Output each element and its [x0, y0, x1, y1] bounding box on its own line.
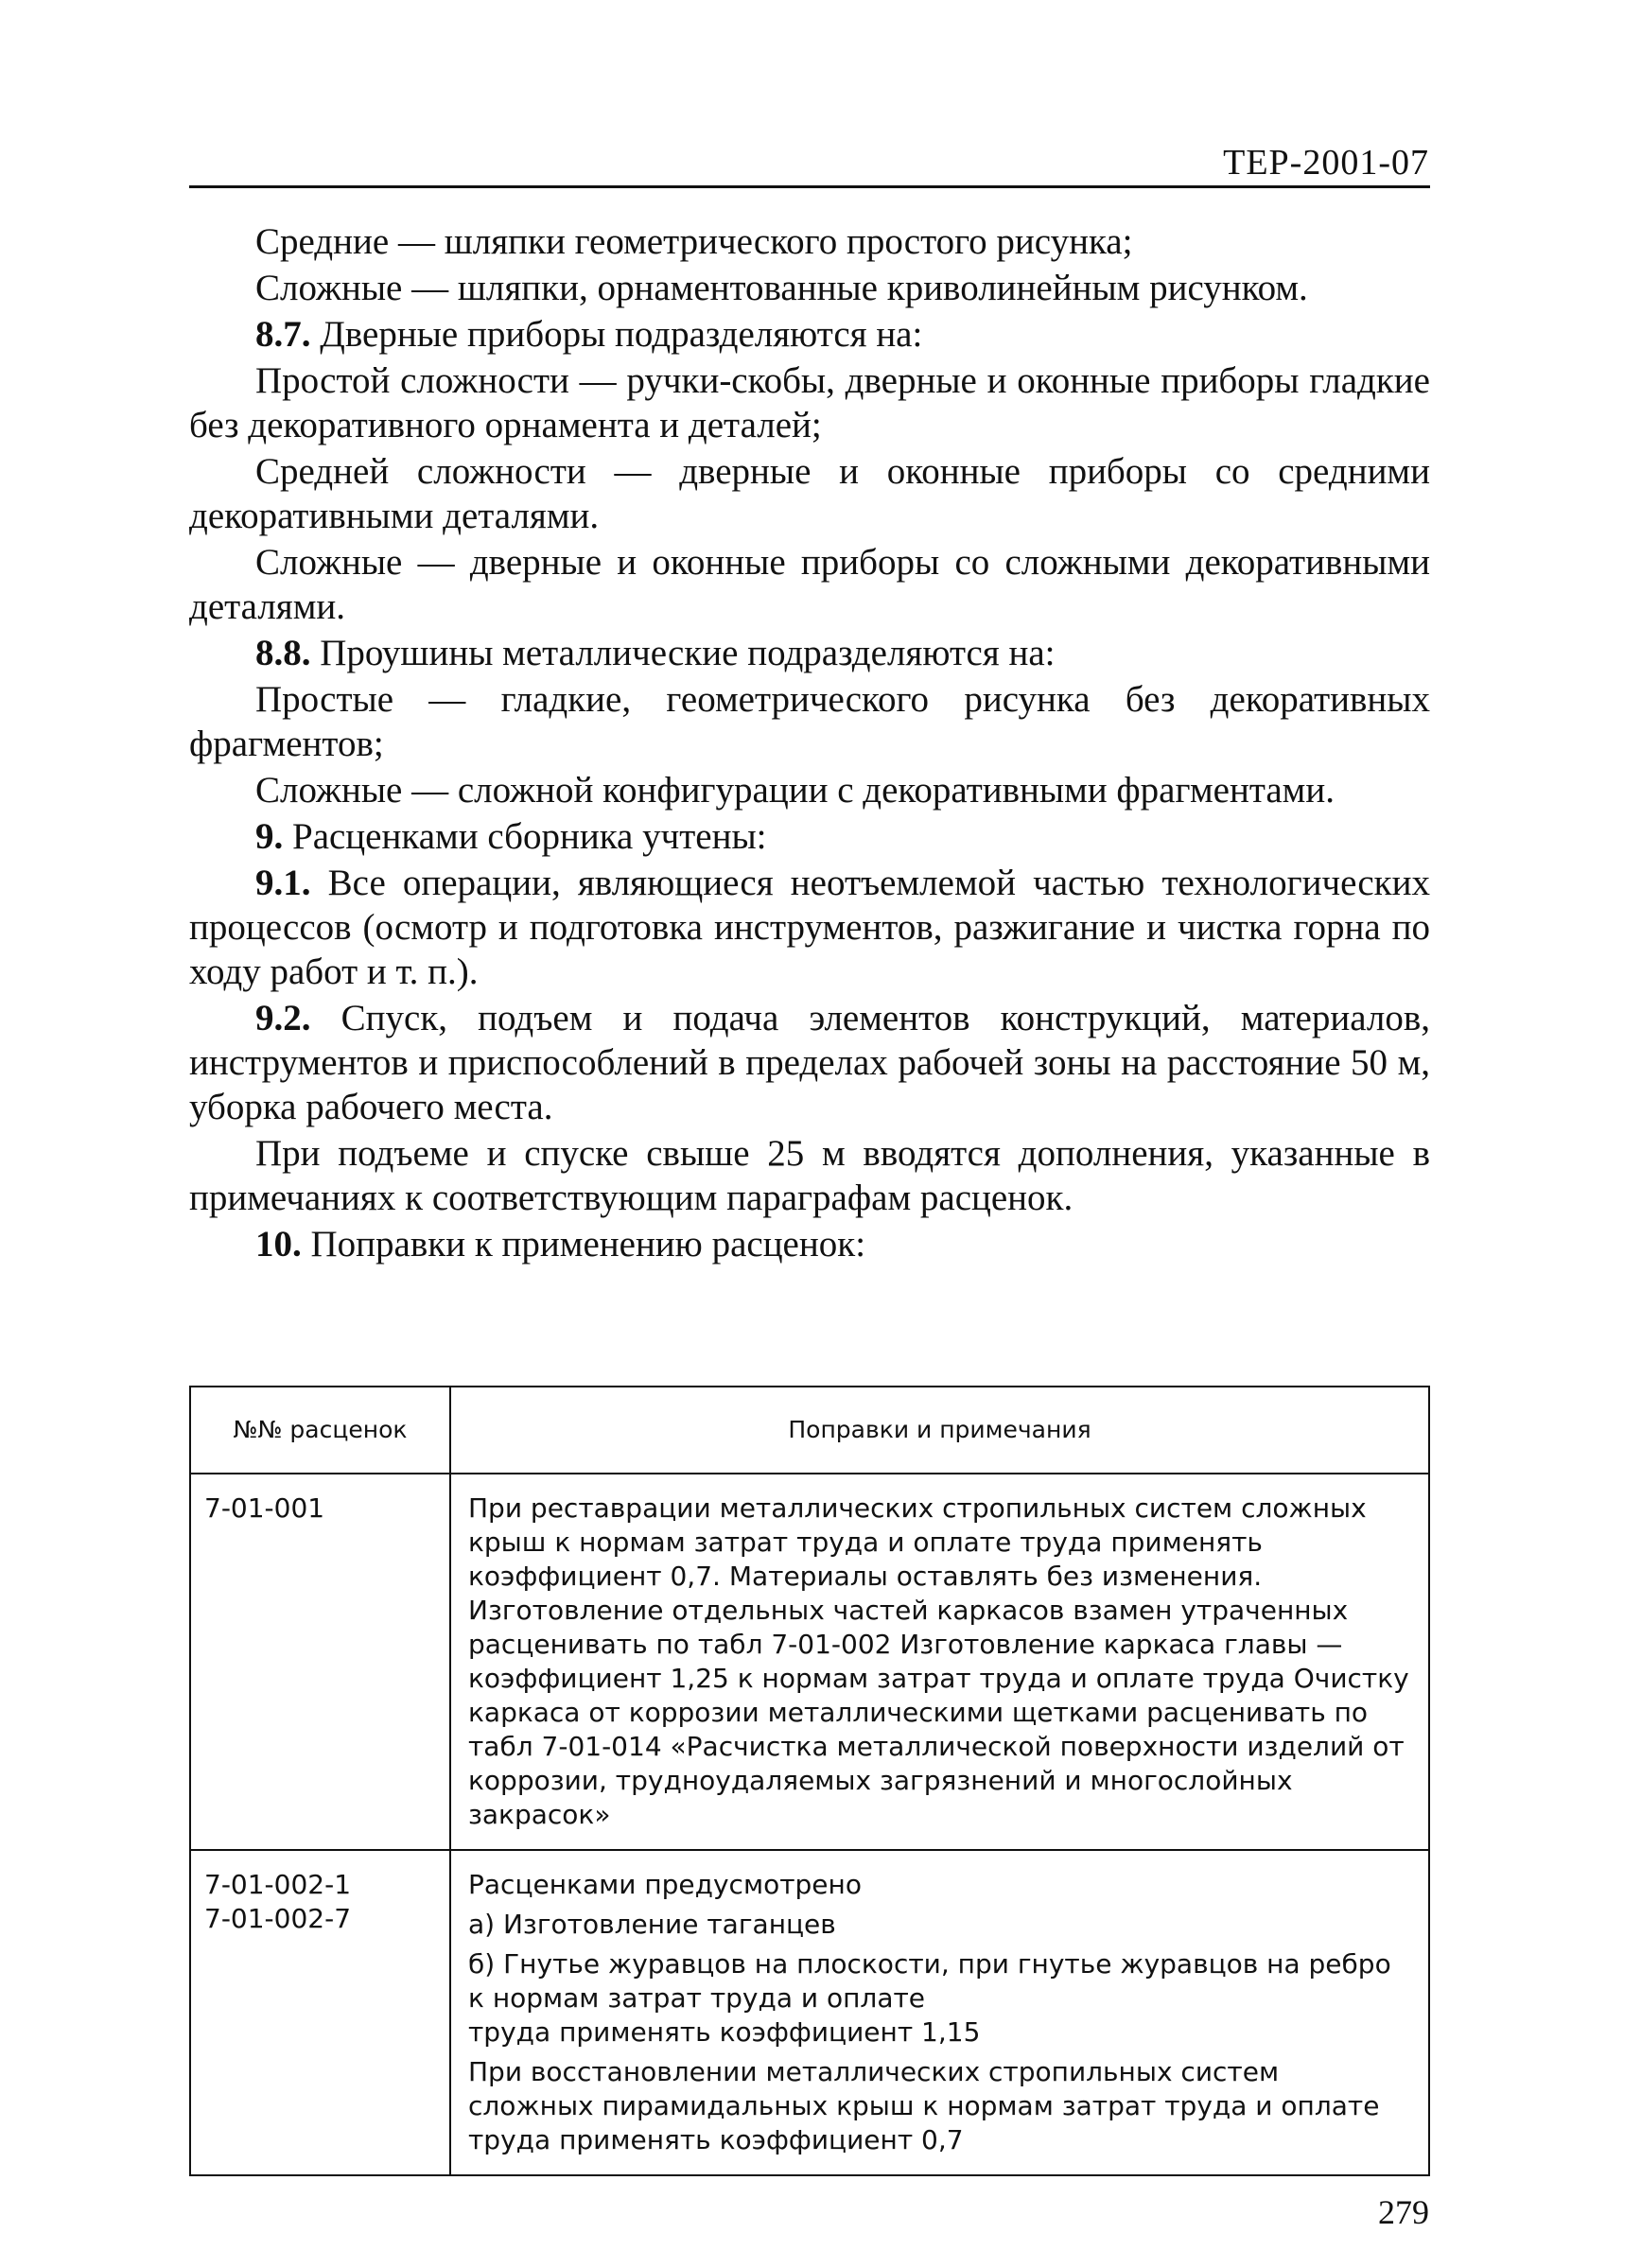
rate-code: 7-01-002-1 [204, 1869, 352, 1900]
paragraph [189, 540, 1430, 629]
paragraph-text: Расценками сборника учтены: [292, 816, 767, 857]
paragraph-text: Сложные — дверные и оконные приборы со сложными декоративными деталями. [189, 542, 1430, 627]
note-text: При реставрации металлических стропильных систем сложных крыш к нормам затрат труда и оплате труда применять коэффициент 0,7. Материалы оставлять без изменения. [468, 1492, 1367, 1592]
paragraph-text: Сложные — шляпки, орнаментованные криволинейным рисунком. [255, 268, 1308, 308]
paragraph-number: 10. [255, 1224, 302, 1265]
paragraph-text: Проушины металлические подразделяются на: [320, 633, 1056, 673]
paragraph [189, 814, 1430, 859]
header-divider [189, 185, 1430, 188]
paragraph-number: 9.2. [255, 998, 311, 1038]
paragraph-text: Средней сложности — дверные и оконные приборы со средними декоративными деталями. [189, 451, 1430, 536]
paragraph [189, 1131, 1430, 1220]
paragraph [189, 358, 1430, 447]
note-text: Изготовление отдельных частей каркасов взамен утраченных расценивать по табл 7-01-002 Изготовление каркаса главы — коэффициент 1,25 к нормам затрат труда и оплате труда Очистку каркаса от коррозии металлическими щетками расценивать по табл 7-01-014 «Расчистка металлической поверхности изделий от коррозии, трудноудаляемых загрязнений и многослойных закрасок» [468, 1595, 1409, 1830]
note-text: б) Гнутье журавцов на плоскости, при гнутье журавцов на ребро к нормам затрат труда и оплате [468, 1948, 1391, 2014]
note-text: При восстановлении металлических стропильных систем сложных пирамидальных крыш к нормам затрат труда и оплате труда применять коэффициент 0,7 [468, 2056, 1380, 2155]
paragraph-text: Все операции, являющиеся неотъемлемой частью технологических процессов (осмотр и подготовка инструментов, разжигание и чистка горна по ходу работ и т. п.). [189, 863, 1431, 992]
paragraph [189, 996, 1430, 1129]
rate-code-cell [190, 1850, 450, 2175]
paragraph-number: 8.7. [255, 314, 311, 355]
paragraph-text: Поправки к применению расценок: [310, 1224, 866, 1265]
paragraph [189, 219, 1430, 264]
paragraph-number: 8.8. [255, 633, 311, 673]
paragraph [189, 312, 1430, 357]
paragraph [189, 449, 1430, 538]
rate-code-cell [190, 1474, 450, 1850]
note-text: труда применять коэффициент 1,15 [468, 2016, 981, 2048]
column-header-notes: Поправки и примечания [450, 1387, 1429, 1474]
column-header-codes: №№ расценок [190, 1387, 450, 1474]
table-row [190, 1474, 1429, 1850]
paragraph [189, 861, 1430, 994]
rate-code: 7-01-002-7 [204, 1903, 352, 1934]
paragraph-number: 9. [255, 816, 284, 857]
paragraph-text: Спуск, подъем и подача элементов конструкций, материалов, инструментов и приспособлений в пределах рабочей зоны на расстояние 50 м, уборка рабочего места. [189, 998, 1430, 1127]
table-header-row [190, 1387, 1429, 1474]
paragraph-text: Дверные приборы подразделяются на: [320, 314, 923, 355]
paragraph-text: Средние — шляпки геометрического простого рисунка; [255, 221, 1133, 262]
document-code: ТЕР-2001-07 [1223, 143, 1429, 183]
paragraph [189, 677, 1430, 766]
paragraph-text: При подъеме и спуске свыше 25 м вводятся дополнения, указанные в примечаниях к соответствующим параграфам расценок. [189, 1133, 1430, 1218]
paragraph [189, 1222, 1430, 1266]
rate-code: 7-01-001 [204, 1492, 325, 1524]
paragraph [189, 631, 1430, 675]
table-row [190, 1850, 1429, 2175]
note-text: Расценками предусмотрено [468, 1869, 862, 1900]
corrections-table [189, 1386, 1430, 2176]
body-text [189, 219, 1430, 1268]
paragraph-text: Простой сложности — ручки-скобы, дверные и оконные приборы гладкие без декоративного орнамента и деталей; [189, 360, 1430, 445]
notes-cell [450, 1474, 1429, 1850]
paragraph [189, 768, 1430, 812]
paragraph-text: Простые — гладкие, геометрического рисунка без декоративных фрагментов; [189, 679, 1430, 764]
paragraph-text: Сложные — сложной конфигурации с декоративными фрагментами. [255, 770, 1335, 811]
note-text: а) Изготовление таганцев [468, 1909, 836, 1940]
paragraph-number: 9.1. [255, 863, 311, 903]
notes-cell [450, 1850, 1429, 2175]
page-number: 279 [1378, 2193, 1429, 2231]
paragraph [189, 266, 1430, 310]
